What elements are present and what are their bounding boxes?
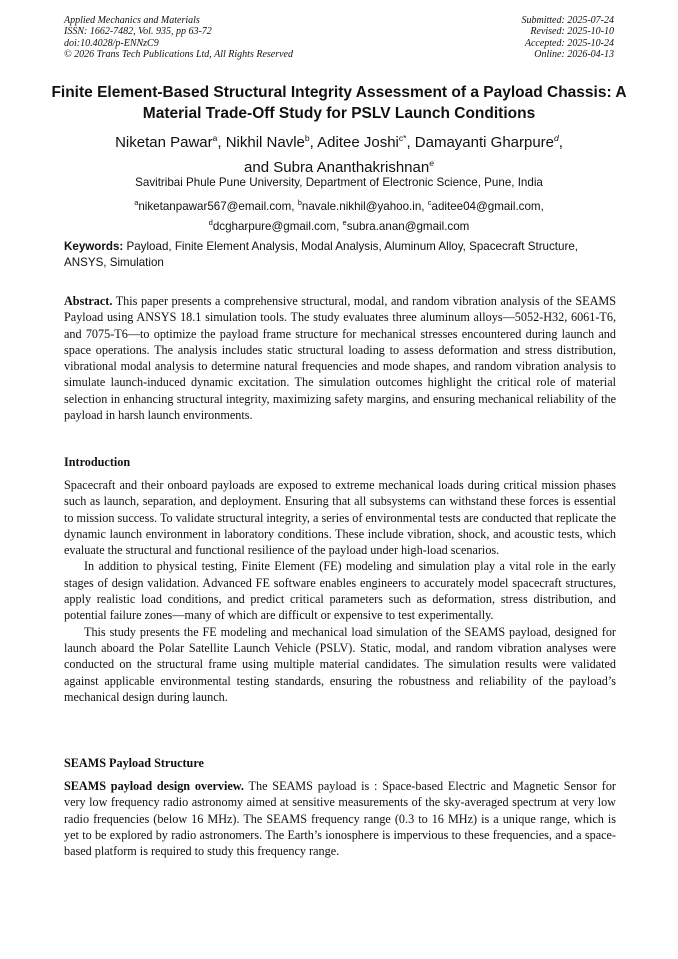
abstract-label: Abstract.	[64, 294, 113, 308]
email-link[interactable]: aditee04@gmail.com,	[431, 200, 544, 213]
author-name: Niketan Pawar	[115, 134, 213, 151]
author-name: Aditee Joshi	[317, 134, 399, 151]
email-link[interactable]: dcgharpure@gmail.com,	[212, 219, 343, 233]
paragraph: In addition to physical testing, Finite Element (FE) modeling and simulation play a vital role in the early stages of design validation. Advanced FE software enables engineers to accurately model spacecraft structures, apply realistic load conditions, and predict critical parameters such as deformation, stress distribution, and potential failure zones—many of which are difficult or expensive to test experimentally.	[64, 559, 616, 623]
section-heading-introduction: Introduction	[64, 455, 131, 469]
seams-body	[64, 778, 616, 859]
paragraph: This study presents the FE modeling and mechanical load simulation of the SEAMS payload, designed for launch aboard the Polar Satellite Launch Vehicle (PSLV). Static, modal, and random vibration analyses were conducted on the structural frame using multiple material candidates. The simulation results were validated against applicable environmental testing standards, ensuring the robustness and reliability of the payload’s mechanical design during launch.	[64, 624, 616, 704]
date-submitted: Submitted: 2025-07-24	[521, 15, 614, 26]
paragraph: Spacecraft and their onboard payloads are exposed to extreme mechanical loads during critical mission phases such as launch, separation, and deployment. Ensuring that all subsystems can withstand these forces is essential to mission success. To validate structural integrity, a series of environmental tests are conducted that replicate the dynamic launch environment in laboratory conditions. These include vibration, shock, and acoustic tests, which evaluate the structural and functional resilience of the payload under high-load scenarios.	[64, 478, 616, 558]
abstract-text: This paper presents a comprehensive structural, modal, and random vibration analysis of the SEAMS Payload using ANSYS 18.1 simulation tools. The study evaluates three aluminum alloys—5052-H32, 6061-T6, and 7075-T6—to optimize the payload frame structure for mechanical stresses encountered during launch and space operations. The analysis includes static structural loading to assess deformation and stress distribution, vibrational modal analysis to determine natural frequencies and mode shapes, and random vibration analysis to simulate launch-induced dynamic excitation. The simulation outcomes highlight the critical role of material selection in enhancing structural integrity, maximizing safety margins, and ensuring mechanical reliability of the payload in harsh launch environments.	[64, 294, 616, 423]
journal-issn: ISSN: 1662-7482, Vol. 935, pp 63-72	[64, 26, 212, 38]
paper-title: Finite Element-Based Structural Integrity Assessment of a Payload Chassis: A Material Trade-Off Study for PSLV Launch Conditions	[51, 84, 627, 122]
subsection-label: SEAMS payload design overview.	[64, 779, 244, 793]
email-link[interactable]: niketanpawar567@email.com,	[138, 200, 298, 213]
author-emails: $^a$niketanpawar567@email.com, $^b$navale.nikhil@yahoo.in, $^c$aditee04@gmail.com, $^d$dcgharpure@gmail.com, $^e$subra.anan@gmail.com	[134, 198, 544, 233]
introduction-body	[64, 477, 616, 705]
date-revised: Revised: 2025-10-10	[530, 26, 614, 38]
author-name: Damayanti Gharpure	[414, 134, 555, 151]
paragraph: The SEAMS payload is : Space-based Electric and Magnetic Sensor for very low frequency radio astronomy aimed at sensitive measurements of the sky-averaged spectrum at very low radio frequencies (below 16 MHz). The SEAMS frequency range (0.3 to 16 MHz) is a unique range, which is yet to be explored by radio astronomers. The Earth’s ionosphere is impervious to these frequencies, and a space-based platform is required to study this frequency range.	[64, 779, 616, 859]
author-mark: b	[304, 133, 310, 143]
keywords	[64, 239, 616, 271]
section-heading-seams: SEAMS Payload Structure	[64, 756, 204, 770]
journal-doi: doi:10.4028/p-ENNzC9	[64, 37, 159, 49]
email-link[interactable]: navale.nikhil@yahoo.in,	[301, 200, 428, 213]
author-mark: c*	[398, 133, 407, 143]
date-accepted: Accepted: 2025-10-24	[524, 37, 614, 49]
author-mark: a	[212, 133, 218, 143]
journal-name: Applied Mechanics and Materials	[64, 15, 200, 26]
affiliation: Savitribai Phule Pune University, Department of Electronic Science, Pune, India	[135, 176, 543, 189]
journal-header-left	[64, 15, 293, 61]
author-name: Subra Ananthakrishnan	[273, 159, 430, 176]
author-list: Niketan Pawar$^a$, Nikhil Navle$^b$, Aditee Joshi$^{c*}$, Damayanti Gharpure$^d$, and Subra Ananthakrishnan$^e$	[115, 133, 563, 176]
author-mark: d	[554, 133, 559, 143]
journal-copyright: © 2026 Trans Tech Publications Ltd, All Rights Reserved	[64, 49, 293, 61]
author-name: Nikhil Navle	[225, 134, 305, 151]
author-mark: e	[429, 158, 434, 168]
date-online: Online: 2026-04-13	[534, 49, 614, 61]
journal-header-right	[522, 15, 615, 61]
keywords-label: Keywords:	[64, 240, 124, 253]
email-link[interactable]: subra.anan@gmail.com	[346, 219, 470, 233]
keywords-text: Payload, Finite Element Analysis, Modal Analysis, Aluminum Alloy, Spacecraft Structure, ANSYS, Simulation	[64, 240, 579, 269]
abstract	[64, 293, 616, 423]
